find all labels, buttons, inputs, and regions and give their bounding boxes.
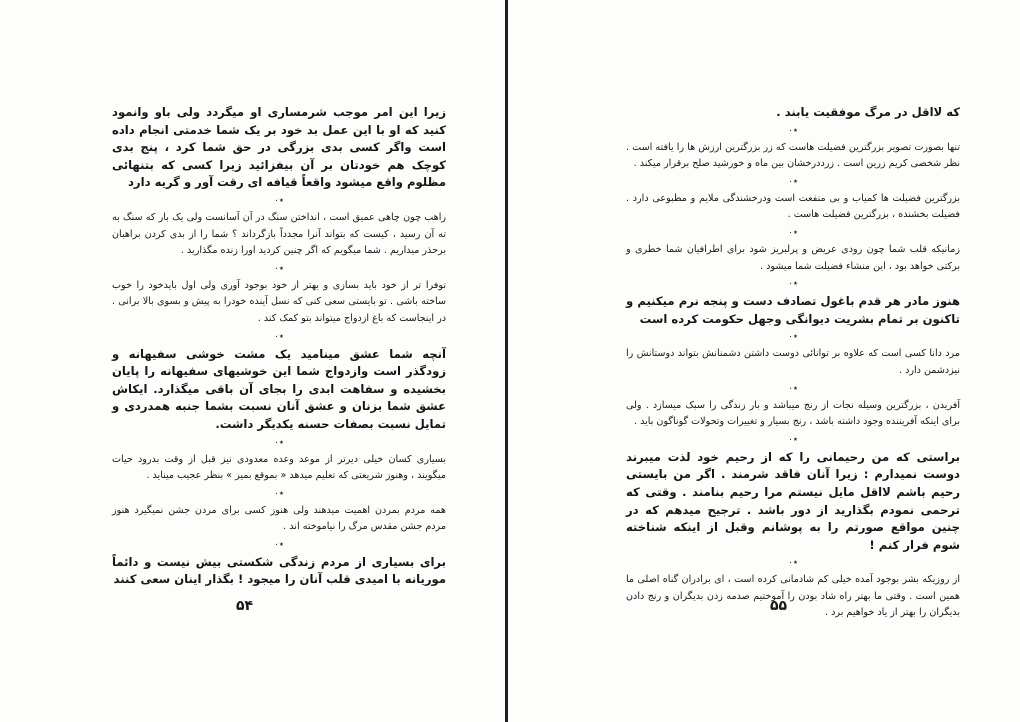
- paragraph: بزرگترین فضیلت ها کمیاب و بی منفعت است ودرخشندگی ملایم و مطبوعی دارد . فضیلت بخشنده ، بزرگترین فضیلت هاست .: [626, 192, 960, 221]
- paragraph: راهب چون چاهی عمیق است ، انداختن سنگ در آن آسانست ولی یک بار که سنگ به ته آن رسید ، کیست که بتواند آنرا مجدداً بازگرداند ؟ شما را از بدی کردن براهبان برحذر میداریم . شما میگویم که اگر چنین کردید اورا زنده مگذارید .: [112, 211, 446, 257]
- section-separator: ٭٠: [788, 227, 798, 238]
- paragraph: مرد دانا کسی است که علاوه بر توانائی دوست داشتن دشمنانش بتواند دوستانش را نیزدشمن دارد .: [626, 348, 960, 376]
- paragraph: براستی که من رحیمانی را که از رحیم خود لذت میبرند دوست نمیدارم : زیرا آنان فاقد شرمند . اگر من بایستی رحیم باشم لااقل مایل نیستم مرا رحیم بنامند . وقتی که ترحمی نمودم بگذارید از دور باشد . ترجیح میدهم که در چنین مواقع صورتم را به پوشانم وقبل از اینکه شناخته شوم فرار کنم !: [626, 449, 960, 552]
- paragraph: زمانیکه قلب شما چون رودی عریض و پرلبریز شود برای اطرافیان شما خطری و برکتی خواهد بود ، این منشاء فضیلت شما میشود .: [626, 243, 960, 272]
- section-separator: ٭٠: [788, 434, 798, 445]
- section-separator: ٭٠: [788, 558, 798, 569]
- paragraph: تنها بصورت تصویر بزرگترین فضیلت هاست که زر بزرگترین ارزش ها را یافته است . نظر شخصی کریم زرین است . زرددرخشان بین ماه و خورشید صلح برقرار میکند .: [626, 141, 960, 170]
- section-separator: ٭٠: [274, 195, 284, 206]
- left-page-text: [112, 104, 446, 589]
- left-page: [0, 0, 505, 722]
- paragraph: بسیاری کسان خیلی دیرتر از موعد وعده معدودی نیز قبل از وقت بدرود حیات میگویند ، وهنوز شریعتی که تعلیم میدهد « بموقع بمیر » بنظر عجیب میناید .: [112, 453, 446, 482]
- right-page-text: [626, 104, 960, 622]
- section-separator: ٭٠: [788, 176, 798, 187]
- section-separator: ٭٠: [274, 539, 284, 550]
- paragraph: آفریدن ، بزرگترین وسیله نجات از رنج میباشد و بار زندگی را سبک میسازد . ولی برای اینکه آفریننده وجود داشته باشد ، رنج بسیار و تغییرات وتحولات گوناگون باید .: [626, 399, 960, 428]
- section-separator: ٭٠: [788, 279, 798, 290]
- paragraph: هنوز مادر هر قدم باغول تصادف دست و پنجه نرم میکنیم و تاکنون بر تمام بشریت دیوانگی وجهل حکومت کرده است: [626, 294, 960, 326]
- paragraph: آنچه شما عشق مینامید یک مشت خوشی سفیهانه و زودگذر است وازدواج شما این خوشیهای سفیهانه را پایان بخشیده و سفاهت ابدی را بجای آن باقی میگذارد. ایکاش عشق شما بزنان و عشق آنان نسبت بشما جنبه همدردی و تمایل نسبت بصفات حسنه یکدیگر داشت.: [112, 346, 446, 431]
- paragraph: همه مردم بمردن اهمیت میدهند ولی هنوز کسی برای مردن جشن نمیگیرد هنوز مردم جشن مقدس مرگ را نیاموخته اند .: [112, 504, 446, 533]
- page-number: ۵۴: [236, 598, 254, 614]
- right-page: [508, 0, 1020, 722]
- section-separator: ٭٠: [274, 488, 284, 499]
- paragraph: توفرا تر از خود باید بسازی و بهتر از خود بوجود آوری ولی اول بایدخود را خوب ساخته باشی . تو بایستی سعی کنی که نسل آینده خودرا به پیش و بسوی بالا برانی . در اینجاست که باغ ازدواج میتواند بتو کمک کند .: [112, 279, 446, 324]
- paragraph: از روزیکه بشر بوجود آمده خیلی کم شادمانی کرده است ، ای برادران گناه اصلی ما همین است . وقتی ما بهتر راه شاد بودن را آموختیم صدمه زدن بدیگران و رنج دادن بدیگران را بهتر از یاد خواهیم برد .: [626, 574, 960, 619]
- section-separator: ٭٠: [788, 332, 798, 343]
- page-number: ۵۵: [770, 598, 788, 614]
- section-separator: ٭٠: [788, 383, 798, 394]
- paragraph: برای بسیاری از مردم زندگی شکستی بیش نیست و دائماً موریانه با امیدی قلب آنان را میجود ! بگذار اینان سعی کنند: [112, 554, 446, 587]
- section-separator: ٭٠: [274, 437, 284, 448]
- section-separator: ٭٠: [788, 125, 798, 136]
- paragraph: که لااقل در مرگ موفقیت یابند .: [776, 105, 960, 119]
- paragraph: زیرا این امر موجب شرمساری او میگردد ولی باو وانمود کنید که او با این عمل بد خود بر یک شما خدمتی انجام داده است واگر کسی بدی بزرگی در حق شما کرد ، پنج بدی کوچک هم خودتان بر آن بیفزائید زیرا کسی که بتنهائی مظلوم واقع میشود واقعاً قیافه ای رقت آور و گریه دارد: [112, 105, 446, 190]
- section-separator: ٭٠: [274, 263, 284, 274]
- section-separator: ٭٠: [274, 331, 284, 342]
